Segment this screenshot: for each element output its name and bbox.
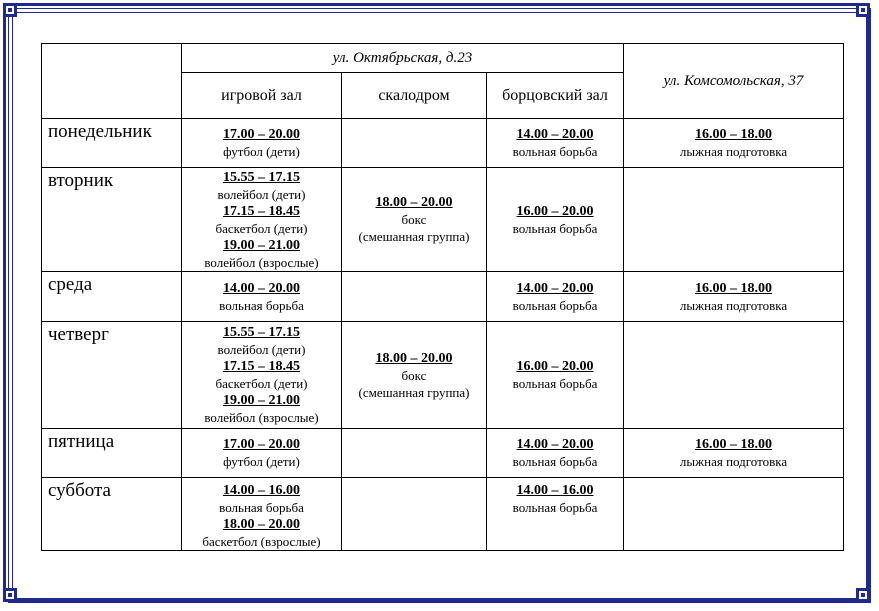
day-name: среда (42, 272, 182, 322)
session-activity: лыжная подготовка (679, 454, 788, 469)
cell-wrestle (487, 429, 624, 478)
session-activity: вольная борьба (512, 220, 598, 236)
session-time: 14.00 – 20.00 (516, 437, 594, 452)
session-activity: баскетбол (взрослые) (202, 534, 321, 549)
day-name: понедельник (42, 119, 182, 168)
day-name: пятница (42, 429, 182, 478)
cell-wrestle (487, 119, 624, 168)
hall-wrestling: борцовский зал (487, 73, 624, 119)
session-time: 19.00 – 21.00 (223, 393, 300, 408)
corner-ornament-icon (3, 588, 17, 602)
session-time: 14.00 – 20.00 (516, 280, 594, 296)
cell-climb (342, 322, 487, 429)
session-activity: лыжная подготовка (679, 297, 788, 313)
cell-komsomol (624, 168, 844, 272)
session-time: 17.00 – 20.00 (223, 127, 300, 142)
cell-wrestle (487, 272, 624, 322)
cell-komsomol (624, 478, 844, 551)
session-time: 16.00 – 18.00 (695, 280, 773, 296)
session-activity: вольная борьба (512, 297, 598, 313)
session-time: 18.00 – 20.00 (375, 195, 453, 210)
session-activity: вольная борьба (512, 144, 598, 159)
cell-game (182, 272, 342, 322)
cell-game (182, 119, 342, 168)
cell-climb (342, 429, 487, 478)
session-activity: вольная борьба (512, 454, 598, 469)
cell-climb (342, 478, 487, 551)
corner-ornament-icon (856, 3, 870, 17)
cell-wrestle (487, 322, 624, 429)
session-activity: футбол (дети) (223, 454, 300, 469)
corner-header-cell (42, 44, 182, 119)
cell-komsomol (624, 322, 844, 429)
cell-game (182, 478, 342, 551)
session-time: 14.00 – 16.00 (223, 483, 300, 498)
session-activity: вольная борьба (219, 297, 304, 313)
schedule-row (42, 478, 844, 551)
session-activity: бокс (401, 367, 427, 383)
address-komsomolskaya: ул. Комсомольская, 37 (624, 44, 844, 119)
cell-komsomol (624, 429, 844, 478)
session-time: 17.00 – 20.00 (223, 437, 300, 452)
session-time: 15.55 – 17.15 (223, 169, 300, 185)
cell-climb (342, 168, 487, 272)
session-time: 16.00 – 18.00 (695, 127, 773, 142)
schedule-row (42, 168, 844, 272)
session-time: 16.00 – 18.00 (695, 437, 773, 452)
session-activity: бокс (401, 212, 427, 227)
day-name: суббота (42, 478, 182, 551)
session-time: 14.00 – 20.00 (223, 280, 300, 296)
session-time: 17.15 – 18.45 (223, 359, 300, 374)
cell-game (182, 168, 342, 272)
session-activity: волейбол (взрослые) (204, 410, 319, 425)
cell-wrestle (487, 478, 624, 551)
session-time: 19.00 – 21.00 (223, 237, 300, 253)
session-activity: волейбол (взрослые) (204, 254, 319, 270)
cell-game (182, 322, 342, 429)
session-time: 16.00 – 20.00 (516, 203, 594, 219)
session-time: 14.00 – 20.00 (516, 127, 594, 142)
corner-ornament-icon (856, 588, 870, 602)
schedule-row (42, 322, 844, 429)
schedule-row (42, 272, 844, 322)
address-oktyabrskaya: ул. Октябрьская, д.23 (182, 44, 624, 73)
session-time: 16.00 – 20.00 (516, 359, 594, 374)
cell-komsomol (624, 119, 844, 168)
session-group: (смешанная группа) (358, 229, 470, 244)
session-group: (смешанная группа) (358, 384, 470, 400)
hall-climbing-wall: скалодром (342, 73, 487, 119)
cell-climb (342, 272, 487, 322)
session-activity: баскетбол (дети) (215, 220, 308, 236)
hall-game-room: игровой зал (182, 73, 342, 119)
session-activity: баскетбол (дети) (215, 376, 308, 391)
cell-game (182, 429, 342, 478)
session-time: 17.15 – 18.45 (223, 203, 300, 219)
session-time: 15.55 – 17.15 (223, 325, 300, 340)
session-activity: вольная борьба (512, 376, 598, 391)
session-activity: футбол (дети) (223, 144, 300, 159)
session-activity: вольная борьба (512, 500, 598, 515)
session-activity: лыжная подготовка (679, 144, 788, 159)
session-activity: волейбол (дети) (217, 342, 306, 357)
session-time: 18.00 – 20.00 (375, 350, 453, 366)
cell-wrestle (487, 168, 624, 272)
schedule-row (42, 119, 844, 168)
day-name: четверг (42, 322, 182, 429)
session-time: 18.00 – 20.00 (223, 517, 300, 532)
schedule-table (41, 43, 844, 551)
session-activity: волейбол (дети) (217, 186, 306, 202)
cell-komsomol (624, 272, 844, 322)
day-name: вторник (42, 168, 182, 272)
corner-ornament-icon (3, 3, 17, 17)
session-activity: вольная борьба (219, 500, 304, 515)
cell-climb (342, 119, 487, 168)
session-time: 14.00 – 16.00 (516, 483, 594, 498)
schedule-row (42, 429, 844, 478)
